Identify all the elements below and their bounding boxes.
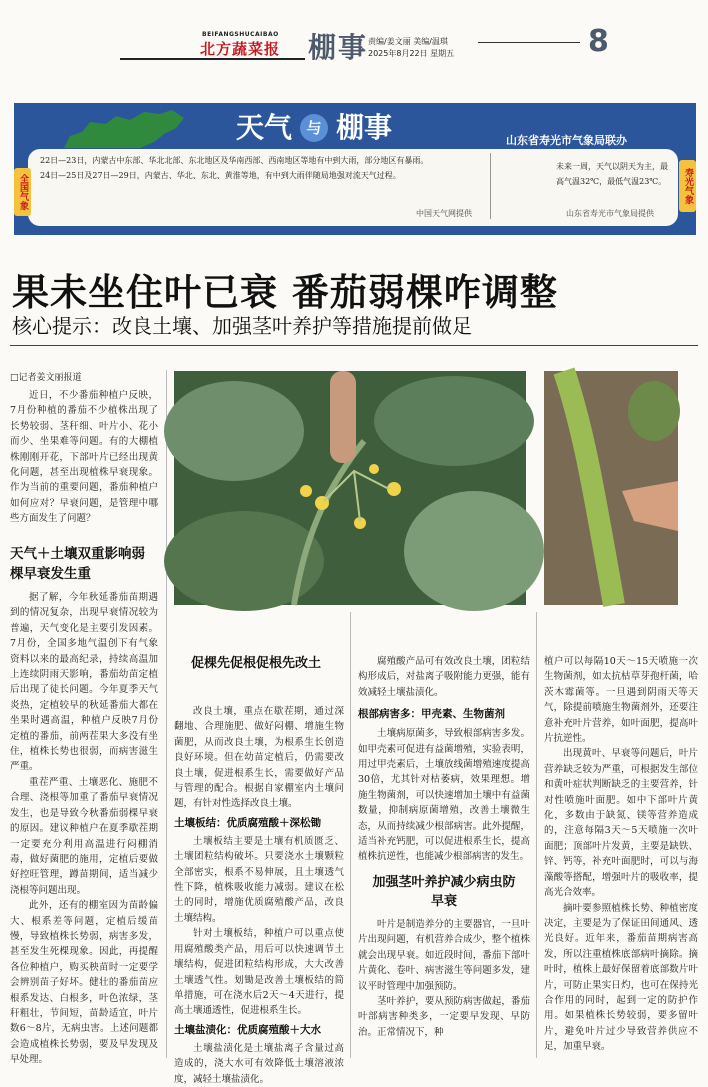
paragraph: 土壤病原菌多，导致根部病害多发。如甲壳素可促进有益菌增殖，实验表明，用过甲壳素后，土壤放线菌增殖速度提高30倍，尤其针对枯萎病，效果理想。增施生物菌剂，可以快速增加土壤中有益菌数量，抑制病原菌增殖，改善土壤微生态，从而持续减少根部病害。此外提醒，适当补充钙肥，可以促进根系生长，提高植株抗逆性，也能减少根部病害的发生。 (358, 728, 530, 863)
paragraph: 改良土壤，重点在歇茬期，通过深翻地、合理施肥、做好闷棚、增施生物菌肥，从而改良土壤，为根系生长创造良好环境。但在幼苗定植后，仍需要改良土壤，促进根系生长，需要做好产品与管理的配合。根据自家棚室内土壤问题，有针对性选择改良土壤。 (174, 706, 344, 810)
masthead-rule-right (478, 42, 580, 43)
col1-body (10, 590, 158, 1066)
banner-title-greenhouse: 棚事 (336, 111, 393, 144)
issue-date: 2025年8月22日 星期五 (368, 49, 455, 58)
local-source: 山东省寿光市气象局提供 (566, 209, 654, 218)
paragraph: 土壤盐渍化是土壤盐离子含量过高造成的，浇大水可有效降低土壤溶液浓度，减轻土壤盐渍化。 (174, 1042, 344, 1085)
paragraph: 近日，不少番茄种植户反映，7月份种植的番茄不少植株出现了长势较弱、茎秆细、叶片小、花小而少、坐果难等问题。有的大棚植株刚刚开花，下部叶片已经出现黄化问题，甚至出现植株早衰现象。作为当前的重要问题，番茄种植户如何应对？早衰问题，是管理中哪些方面发生了问题？ (10, 390, 158, 525)
col2-section-compaction: 土壤板结：优质腐殖酸＋深松锄 (174, 816, 321, 829)
banner-title-weather: 天气 (236, 111, 293, 144)
tomato-flower-illustration (174, 371, 526, 605)
paragraph: 此外，还有的棚室因为苗龄偏大、根系差等问题，定植后缓苗慢，导致植株长势弱，病害多发，甚至发生死棵现象。因此，再提醒各位种植户，购买秧苗时一定要学会辨别苗子好坏。健壮的番茄苗应根系发达、白根多，叶色浓绿，茎秆粗壮，节间短，苗龄适宜，叶片数6～8片，无病虫害。上述问题都会造成植株长势弱，要及早发现及早处理。 (10, 900, 158, 1066)
col1-subhead: 天气＋土壤双重影响弱棵早衰发生重 (10, 546, 145, 582)
national-source: 中国天气网提供 (416, 209, 472, 218)
subheadline: 核心提示：改良土壤、加强茎叶养护等措施提前做足 (12, 314, 472, 338)
tomato-flower-photo (174, 371, 526, 605)
national-forecast-line: 22日—23日，内蒙古中东部、华北北部、东北地区及华南西部、西南地区等地有中到大雨，部分地区有暴雨。 (40, 156, 429, 165)
paper-pinyin: BEIFANGSHUCAIBAO (202, 31, 279, 38)
paragraph: 摘叶要参照植株长势、种植密度决定，主要是为了保证田间通风、透光良好。近年来，番茄苗期病害高发，所以注重植株底部病叶摘除。摘叶时，植株上最好保留着底部数片叶片，可防止果实日灼，也可在保持光合作用的同时，起到一定的防护作用。如果植株长势较弱，要多留叶片，避免叶片过少导致营养供应不足，加重早衰。 (544, 902, 698, 1053)
column-divider (536, 612, 537, 1058)
forecast-divider (490, 153, 491, 219)
paragraph: 出现黄叶、早衰等问题后，叶片营养缺乏较为严重，可根据发生部位和黄叶症状判断缺乏的主要营养，针对性喷施叶面肥。如中下部叶片黄化，多数由于缺氮、镁等营养造成的，注意每隔3天～5天喷施一次叶面肥；顶部叶片发黄，主要是缺铁、锌、钙等，补充叶面肥时，可以与海藻酸等搭配，增强叶片的吸收率，提高光合效率。 (544, 748, 698, 899)
paragraph: 针对土壤板结，种植户可以重点使用腐殖酸类产品，用后可以快速调节土壤结构，促进团粒结构形成，大大改善土壤透气性。划锄是改善土壤板结的简单措施，可在浇水后2天～4天进行，提高土壤通透性，促进根系生长。 (174, 928, 344, 1017)
headline-rule (10, 345, 698, 346)
paragraph: 茎叶养护，要从预防病害做起，番茄叶部病害种类多，一定要早发现、早防治。正常情况下，种 (358, 995, 530, 1038)
tomato-stem-photo (544, 371, 678, 605)
masthead-meta (368, 36, 454, 60)
headline: 果未坐住叶已衰 番茄弱棵咋调整 (12, 271, 558, 314)
banner-title-and: 与 (300, 114, 328, 142)
national-weather-tag: 全国气象 (14, 168, 31, 216)
banner-credit: 山东省寿光市气象局联办 (506, 134, 627, 147)
paper-name: 北方蔬菜报 (200, 40, 281, 58)
byline: □记者姜文丽报道 (10, 373, 82, 383)
col2-section-salinization: 土壤盐渍化：优质腐殖酸＋大水 (174, 1023, 321, 1036)
paragraph: 据了解，今年秋延番茄苗期遇到的情况复杂，出现早衰情况较为普遍，天气变化是主要引发因素。7月份，全国多地气温创下有气象资料以来的最高纪录，持续高温加上连续阴雨天影响，番茄幼苗定植后出现了徒长问题。今年夏季天气炎热，定植较早的秋延番茄大都在坐果时遇高温，种植户反映7月份定植的番茄，前两茬果大多没有坐住，植株长势也很弱，而病害滋生严重。 (10, 592, 158, 773)
paragraph: 重茬严重、土壤恶化、施肥不合理、浇根等加重了番茄早衰情况发生，也是导致今秋番茄弱棵早衰的原因。建议种植户在夏季歇茬期一定要充分利用高温进行闷棚消毒，做好菌肥的施用，定植后要做好控旺管理，蹲苗期间，适当减少浇根等问题出现。 (10, 776, 158, 896)
column-divider (166, 370, 167, 1058)
national-forecast-line: 24日—25日及27日—29日，内蒙古、华北、东北、黄淮等地，有中到大雨伴随局地强对流天气过程。 (40, 171, 401, 180)
editor-credit: 责编/姜文丽 美编/温琪 (368, 37, 448, 46)
col3-section-root-disease: 根部病害多：甲壳素、生物菌剂 (358, 708, 505, 721)
tomato-stem-illustration (544, 371, 678, 605)
col3-body (358, 654, 530, 1058)
national-forecast (40, 153, 480, 183)
col2-subhead: 促棵先促根促根先改土 (190, 656, 321, 671)
section-title: 棚事 (308, 31, 369, 64)
column-divider (350, 612, 351, 1058)
col3-subhead: 加强茎叶养护减少病虫防早衰 (372, 874, 516, 909)
col2-body (174, 704, 344, 1085)
china-map-icon (60, 108, 190, 150)
paragraph: 叶片是制造养分的主要器官，一旦叶片出现问题，有机营养合成少，整个植株就会出现早衰。如近段时间，番茄下部叶片黄化、卷叶、病害滋生等问题多发，建议平时管理中加强预防。 (358, 918, 530, 992)
col1-intro (10, 388, 158, 528)
col4-body (544, 654, 698, 1058)
page-number: 8 (588, 24, 609, 59)
banner-title (236, 106, 392, 146)
paragraph: 植户可以每隔10天～15天喷施一次生物菌剂，如太抗枯草芽孢杆菌，哈茨木霉菌等。一旦遇到阴雨天等天气，除提前喷施生物菌剂外，还要注意补充叶片营养，如叶面肥，提高叶片抗逆性。 (544, 656, 698, 745)
local-weather-tag: 寿光气象 (679, 160, 696, 212)
paragraph: 土壤板结主要是土壤有机质匮乏、土壤团粒结构破坏。只要浇水土壤颗粒全部密实，根系不易伸展，且土壤透气性下降，植株吸收能力减弱。建议在松土的同时，增施优质腐殖酸产品，改良土壤结构。 (174, 835, 344, 924)
paragraph: 腐殖酸产品可有效改良土壤，团粒结构形成后，对盐离子吸附能力更强，能有效减轻土壤盐渍化。 (358, 656, 530, 698)
local-forecast: 未来一周，天气以阴天为主，最高气温32℃，最低气温23℃。 (556, 162, 668, 186)
masthead-rule (120, 58, 305, 60)
